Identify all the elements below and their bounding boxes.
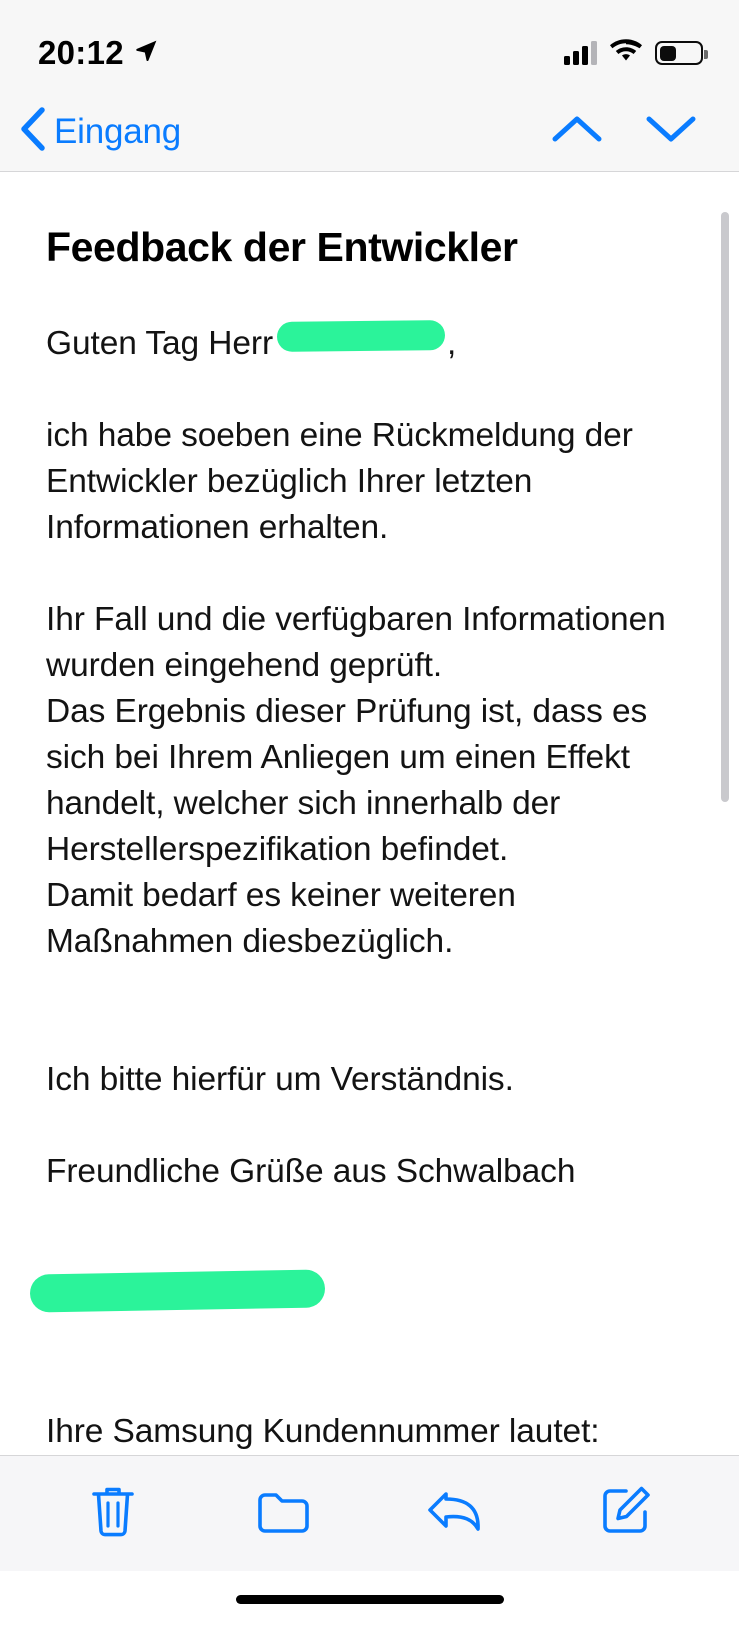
customer-number-line: Ihre Samsung Kundennummer lautet: bbox=[46, 1413, 600, 1450]
cellular-signal-icon bbox=[564, 41, 597, 65]
reply-button[interactable] bbox=[407, 1474, 503, 1554]
salutation-prefix: Guten Tag Herr bbox=[46, 325, 274, 362]
status-bar bbox=[0, 0, 739, 92]
move-to-folder-button[interactable] bbox=[236, 1474, 332, 1554]
paragraph-1: ich habe soeben eine Rückmeldung der Entwickler bezüglich Ihrer letzten Informationen erhalten. bbox=[46, 417, 633, 546]
delete-button[interactable] bbox=[65, 1474, 161, 1554]
navigation-actions bbox=[551, 113, 705, 150]
navigation-bar bbox=[0, 92, 739, 172]
status-bar-left bbox=[38, 34, 159, 72]
paragraph-2: Ihr Fall und die verfügbaren Informationen wurden eingehend geprüft. bbox=[46, 601, 666, 684]
back-to-inbox-button[interactable] bbox=[20, 107, 181, 156]
battery-icon bbox=[655, 41, 703, 65]
home-indicator[interactable] bbox=[236, 1595, 504, 1604]
salutation-line bbox=[46, 321, 693, 367]
compose-button[interactable] bbox=[578, 1474, 674, 1554]
redacted-recipient-name bbox=[277, 320, 445, 352]
folder-icon bbox=[257, 1487, 311, 1540]
paragraph-4: Damit bedarf es keiner weiteren Maßnahmen diesbezüglich. bbox=[46, 877, 516, 960]
home-indicator-area bbox=[0, 1571, 739, 1627]
redacted-signature bbox=[30, 1270, 326, 1313]
signature-block bbox=[46, 1267, 693, 1313]
salutation-suffix: , bbox=[447, 325, 457, 362]
message-text bbox=[46, 321, 693, 1455]
paragraph-5: Ich bitte hierfür um Verständnis. bbox=[46, 1061, 514, 1098]
vertical-scrollbar[interactable] bbox=[721, 212, 729, 802]
message-subject: Feedback der Entwickler bbox=[46, 224, 518, 270]
message-body[interactable] bbox=[0, 172, 739, 1455]
status-bar-right bbox=[564, 39, 703, 68]
previous-message-button[interactable] bbox=[551, 113, 603, 150]
trash-icon bbox=[91, 1485, 135, 1542]
back-button-label: Eingang bbox=[54, 111, 182, 151]
location-arrow-icon bbox=[134, 38, 159, 68]
paragraph-3: Das Ergebnis dieser Prüfung ist, dass es sich bei Ihrem Anliegen um einen Effekt handelt, welcher sich innerhalb der Herstellerspezifikation befindet. bbox=[46, 693, 648, 868]
chevron-left-icon bbox=[20, 107, 46, 156]
compose-pencil-icon bbox=[601, 1486, 651, 1541]
reply-arrow-icon bbox=[426, 1487, 484, 1540]
status-time: 20:12 bbox=[38, 34, 124, 71]
closing-greeting: Freundliche Grüße aus Schwalbach bbox=[46, 1153, 576, 1190]
next-message-button[interactable] bbox=[645, 113, 697, 150]
message-toolbar bbox=[0, 1455, 739, 1571]
wifi-icon bbox=[610, 39, 642, 68]
